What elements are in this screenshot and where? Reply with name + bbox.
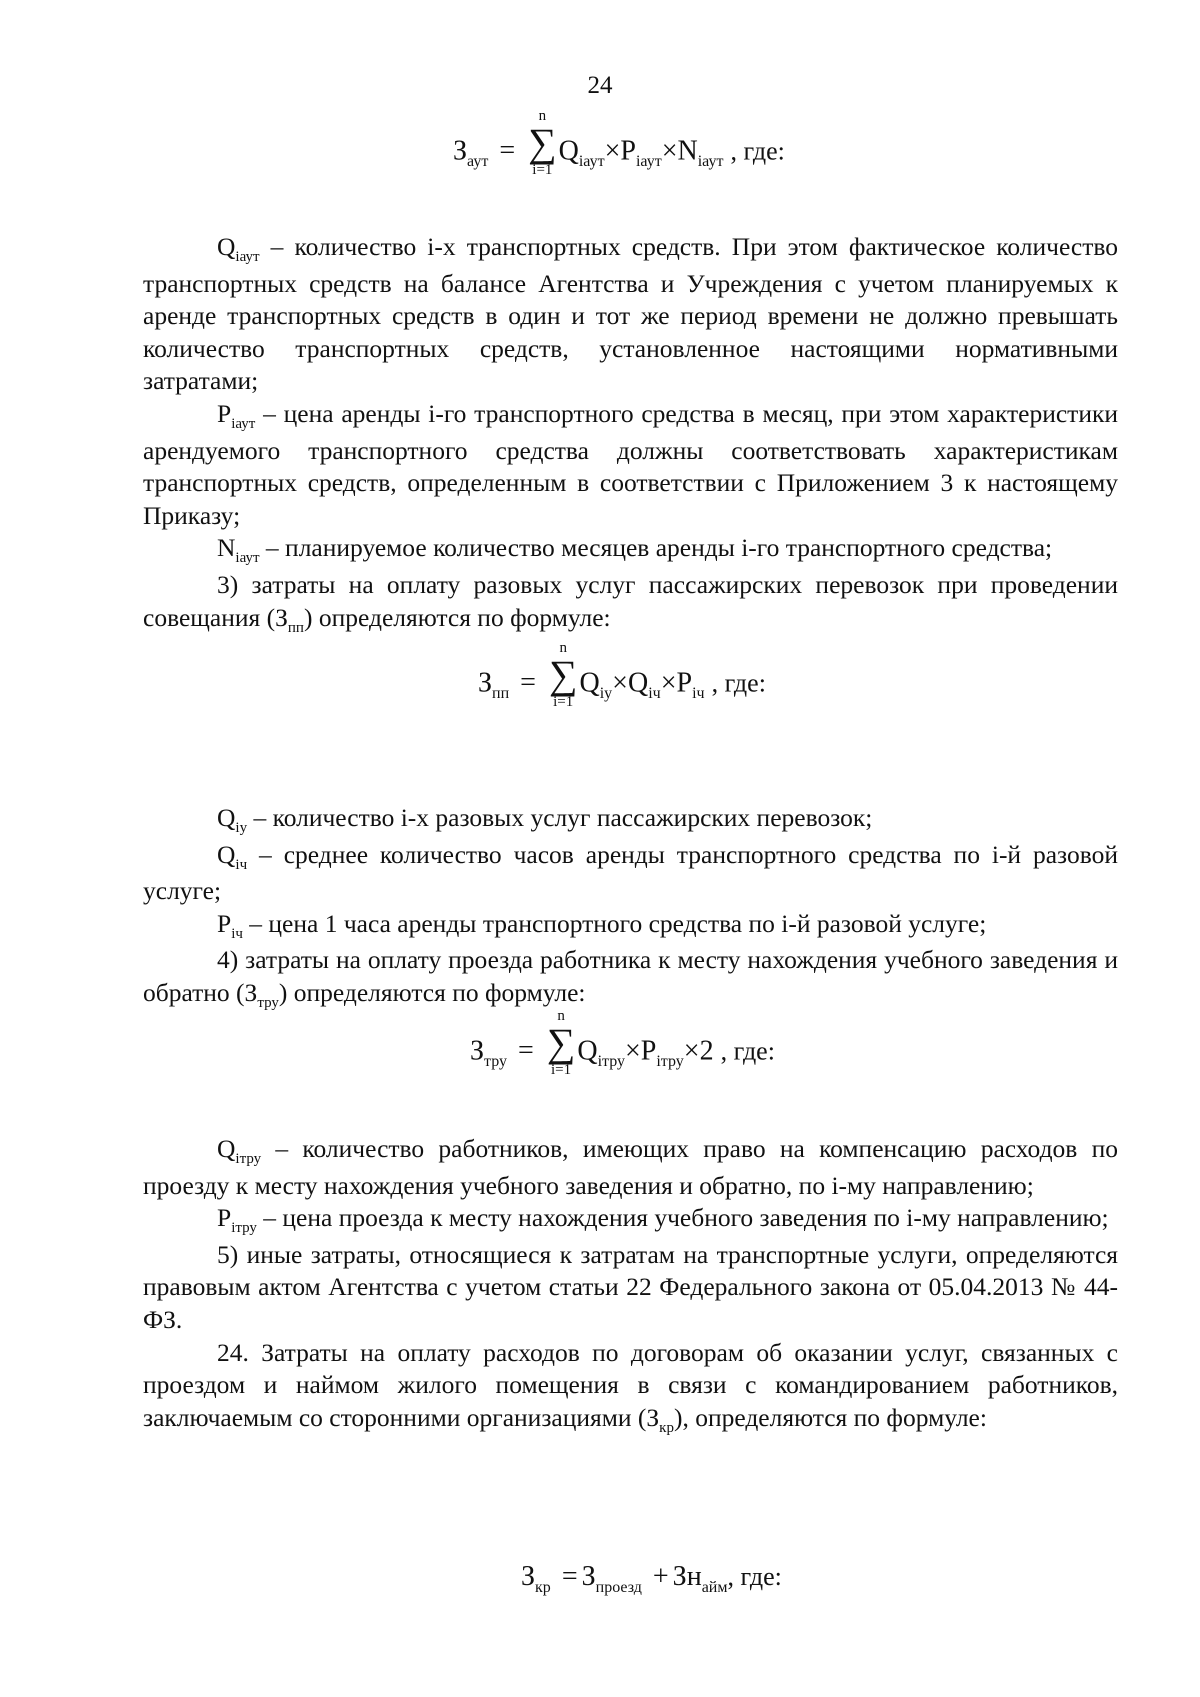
paragraph-q-iaut: $Q_{iаут}$ – количество i-х транспортных средств. При этом фактическое количество транспортных средств на балансе Агентства и Учреждения с учетом планируемых к аренде транспортных средств в один и тот же период времени не должно превышать количество транспортных средств, установленное настоящими нормативными затратами; bbox=[143, 232, 1118, 396]
paragraph-q-itru: $Q_{iтру}$ – количество работников, имеющих право на компенсацию расходов по проезду к месту нахождения учебного заведения и обратно, по i-му направлению; bbox=[143, 1134, 1118, 1200]
text-block-2 bbox=[143, 802, 1118, 1014]
paragraph-q-ich: $Q_{iч}$ – среднее количество часов аренды транспортного средства по i-й разовой услуге; bbox=[143, 839, 1118, 906]
sum-symbol: n ∑ i=1 bbox=[546, 1008, 576, 1078]
paragraph-item-3: 3) затраты на оплату разовых услуг пассажирских перевозок при проведении совещания $(З_{пп})$ определяются по формуле: bbox=[143, 569, 1118, 636]
sum-symbol: n ∑ i=1 bbox=[528, 108, 557, 178]
paragraph-item-4: 4) затраты на оплату проезда работника к месту нахождения учебного заведения и обратно $(З_{тру})$ определяются по формуле: bbox=[143, 945, 1118, 1011]
page-number: 24 bbox=[587, 72, 613, 99]
text-block-3 bbox=[143, 1133, 1118, 1438]
formula-z-kr: $З_{кр} = З_{проезд} + Зн_{айм}$, где: bbox=[521, 1561, 782, 1596]
formula-z-pp: $З_{пп}$ = n ∑ i=1 $Q_{iу}\times Q_{iч}\times P_{iч}$ , где: bbox=[478, 640, 766, 710]
paragraph-item-5: 5) иные затраты, относящиеся к затратам на транспортные услуги, определяются правовым актом Агентства с учетом статьи 22 Федерального закона от 05.04.2013 № 44-ФЗ. bbox=[143, 1239, 1118, 1334]
paragraph-q-iu: $Q_{iу}$ – количество i-х разовых услуг пассажирских перевозок; bbox=[217, 803, 873, 836]
formula-z-aut: $З_{аут}$ = n ∑ i=1 $Q_{iаут}\times P_{iаут}\times N_{iаут}$ , где: bbox=[453, 108, 785, 178]
paragraph-p-ich: $P_{iч}$ – цена 1 часа аренды транспортного средства по i-й разовой услуге; bbox=[217, 908, 987, 942]
formula-z-tru: $З_{тру}$ = n ∑ i=1 $Q_{iтру}\times P_{iтру}\times 2$ , где: bbox=[470, 1008, 775, 1078]
paragraph-n-iaut: $N_{iаут}$ – планируемое количество месяцев аренды i-го транспортного средства; bbox=[217, 533, 1053, 567]
paragraph-p-iaut: $P_{iаут}$ – цена аренды i-го транспортного средства в месяц, при этом характеристики арендуемого транспортного средства должны соответствовать характеристикам транспортных средств, определенным в соответствии с Приложением 3 к настоящему Приказу; bbox=[143, 398, 1118, 530]
sum-symbol: n ∑ i=1 bbox=[548, 640, 578, 710]
paragraph-item-24: 24. Затраты на оплату расходов по договорам об оказании услуг, связанных с проездом и наймом жилого помещения в связи с командированием работников, заключаемым со сторонними организациями $(З_{кр})$, определяются по формуле: bbox=[143, 1337, 1118, 1436]
paragraph-p-itru: $P_{iтру}$ – цена проезда к месту нахождения учебного заведения по i-му направлению; bbox=[217, 1203, 1109, 1237]
text-block-1 bbox=[143, 231, 1118, 638]
